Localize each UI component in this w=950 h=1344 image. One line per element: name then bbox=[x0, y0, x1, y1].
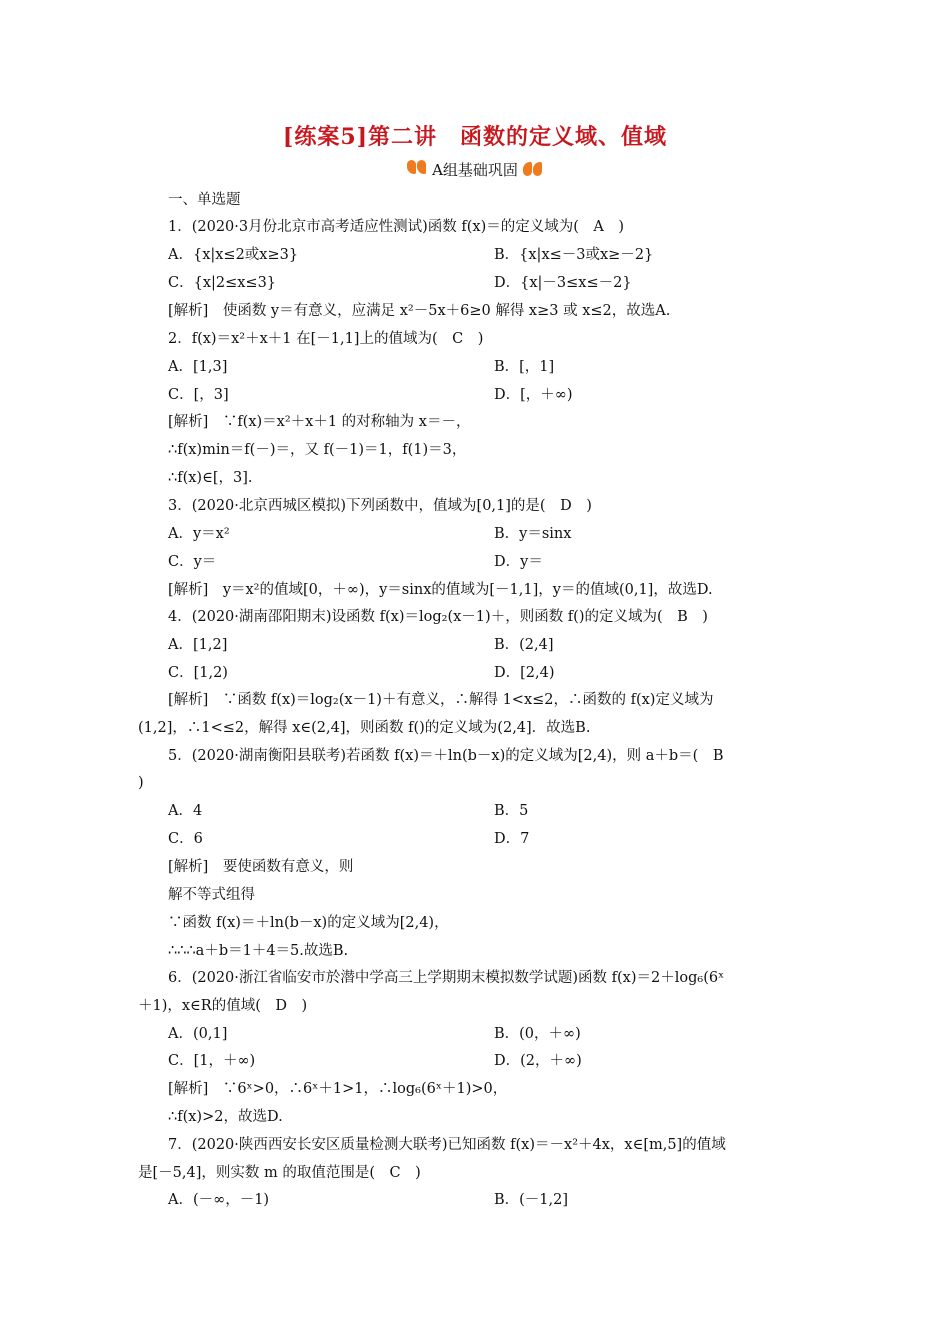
open-quote-icon bbox=[406, 158, 428, 180]
text-line: [解析] ∵f(x)＝x²＋x＋1 的对称轴为 x＝－， bbox=[168, 414, 471, 430]
text-line: C．[1,2) bbox=[168, 665, 228, 681]
text-line: [解析] 要使函数有意义，则 bbox=[168, 859, 354, 875]
text-line: [解析] ∵函数 f(x)＝log₂(x－1)＋有意义，∴解得 1<x≤2，∴函数的 f(x)定义域为 bbox=[168, 692, 714, 708]
text-line: ∴f(x)>2，故选D. bbox=[168, 1109, 283, 1125]
text-line: A．[1,2] bbox=[168, 637, 228, 653]
text-line: C．[，3] bbox=[168, 387, 229, 403]
text-line: 4．(2020·湖南邵阳期末)设函数 f(x)＝log₂(x－1)＋，则函数 f()的定义域为( B ) bbox=[168, 609, 708, 625]
text-line: [解析] ∵6ˣ>0，∴6ˣ＋1>1，∴log₆(6ˣ＋1)>0， bbox=[168, 1081, 508, 1097]
text-line: ∴f(x)min＝f(－)＝，又 f(－1)＝1，f(1)＝3， bbox=[168, 442, 467, 458]
text-line: B．5 bbox=[494, 803, 529, 819]
text-line: ∴∴∴a＋b＝1＋4＝5.故选B. bbox=[168, 943, 349, 959]
text-line: C．{x|2≤x≤3} bbox=[168, 275, 277, 291]
text-line: A．y＝x² bbox=[168, 526, 230, 542]
page-title: [练案5]第二讲 函数的定义域、值域 bbox=[282, 124, 668, 150]
text-line: A．(－∞，－1) bbox=[168, 1192, 270, 1208]
text-line: D．y＝ bbox=[494, 554, 543, 570]
text-line: ) bbox=[138, 775, 144, 791]
text-line: C．y＝ bbox=[168, 554, 217, 570]
text-line: 1．(2020·3月份北京市高考适应性测试)函数 f(x)＝的定义域为( A ) bbox=[168, 219, 625, 235]
text-line: 是[－5,4]，则实数 m 的取值范围是( C ) bbox=[138, 1165, 421, 1181]
text-line: A．(0,1] bbox=[168, 1026, 228, 1042]
text-line: A．[1,3] bbox=[168, 359, 228, 375]
text-line: ＋1)，x∈R的值域( D ) bbox=[138, 998, 308, 1014]
text-line: C．6 bbox=[168, 831, 203, 847]
text-line: B．{x|x≤－3或x≥－2} bbox=[494, 247, 654, 263]
text-line: 一、单选题 bbox=[168, 192, 241, 208]
text-line: (1,2]，∴1<≤2，解得 x∈(2,4]，则函数 f()的定义域为(2,4]．故选B. bbox=[138, 720, 591, 736]
text-line: [解析] 使函数 y＝有意义，应满足 x²－5x＋6≥0 解得 x≥3 或 x≤2，故选A. bbox=[168, 303, 671, 319]
text-line: D．[2,4) bbox=[494, 665, 555, 681]
text-line: B．(－1,2] bbox=[494, 1192, 569, 1208]
section-label: A组基础巩固 bbox=[432, 160, 518, 179]
text-line: ∴f(x)∈[，3]. bbox=[168, 470, 253, 486]
text-line: D．7 bbox=[494, 831, 530, 847]
text-line: 5．(2020·湖南衡阳县联考)若函数 f(x)＝＋ln(b－x)的定义域为[2,4)，则 a＋b＝( B bbox=[168, 748, 724, 764]
text-line: A．4 bbox=[168, 803, 203, 819]
text-line: 7．(2020·陕西西安长安区质量检测大联考)已知函数 f(x)＝－x²＋4x，x∈[m,5]的值域 bbox=[168, 1137, 726, 1153]
text-line: B．(2,4] bbox=[494, 637, 554, 653]
text-line: D．{x|－3≤x≤－2} bbox=[494, 275, 632, 291]
text-line: 3．(2020·北京西城区模拟)下列函数中，值域为[0,1]的是( D ) bbox=[168, 498, 592, 514]
text-line: 6．(2020·浙江省临安市於潜中学高三上学期期末模拟数学试题)函数 f(x)＝2＋log₆(6ˣ bbox=[168, 970, 725, 986]
text-line: B．[，1] bbox=[494, 359, 555, 375]
text-line: D．[，＋∞) bbox=[494, 387, 573, 403]
text-line: [解析] y＝x²的值域[0，＋∞)，y＝sinx的值域为[－1,1]，y＝的值域(0,1]，故选D. bbox=[168, 582, 713, 598]
text-line: 2．f(x)＝x²＋x＋1 在[－1,1]上的值域为( C ) bbox=[168, 331, 484, 347]
text-line: A．{x|x≤2或x≥3} bbox=[168, 247, 299, 263]
close-quote-icon bbox=[522, 158, 544, 180]
section-banner bbox=[0, 158, 950, 180]
text-line: D．(2，＋∞) bbox=[494, 1053, 582, 1069]
text-line: B．y＝sinx bbox=[494, 526, 572, 542]
text-line: ∵函数 f(x)＝＋ln(b－x)的定义域为[2,4)， bbox=[168, 915, 449, 931]
text-line: B．(0，＋∞) bbox=[494, 1026, 581, 1042]
text-line: C．[1，＋∞) bbox=[168, 1053, 256, 1069]
text-line: 解不等式组得 bbox=[168, 887, 255, 903]
